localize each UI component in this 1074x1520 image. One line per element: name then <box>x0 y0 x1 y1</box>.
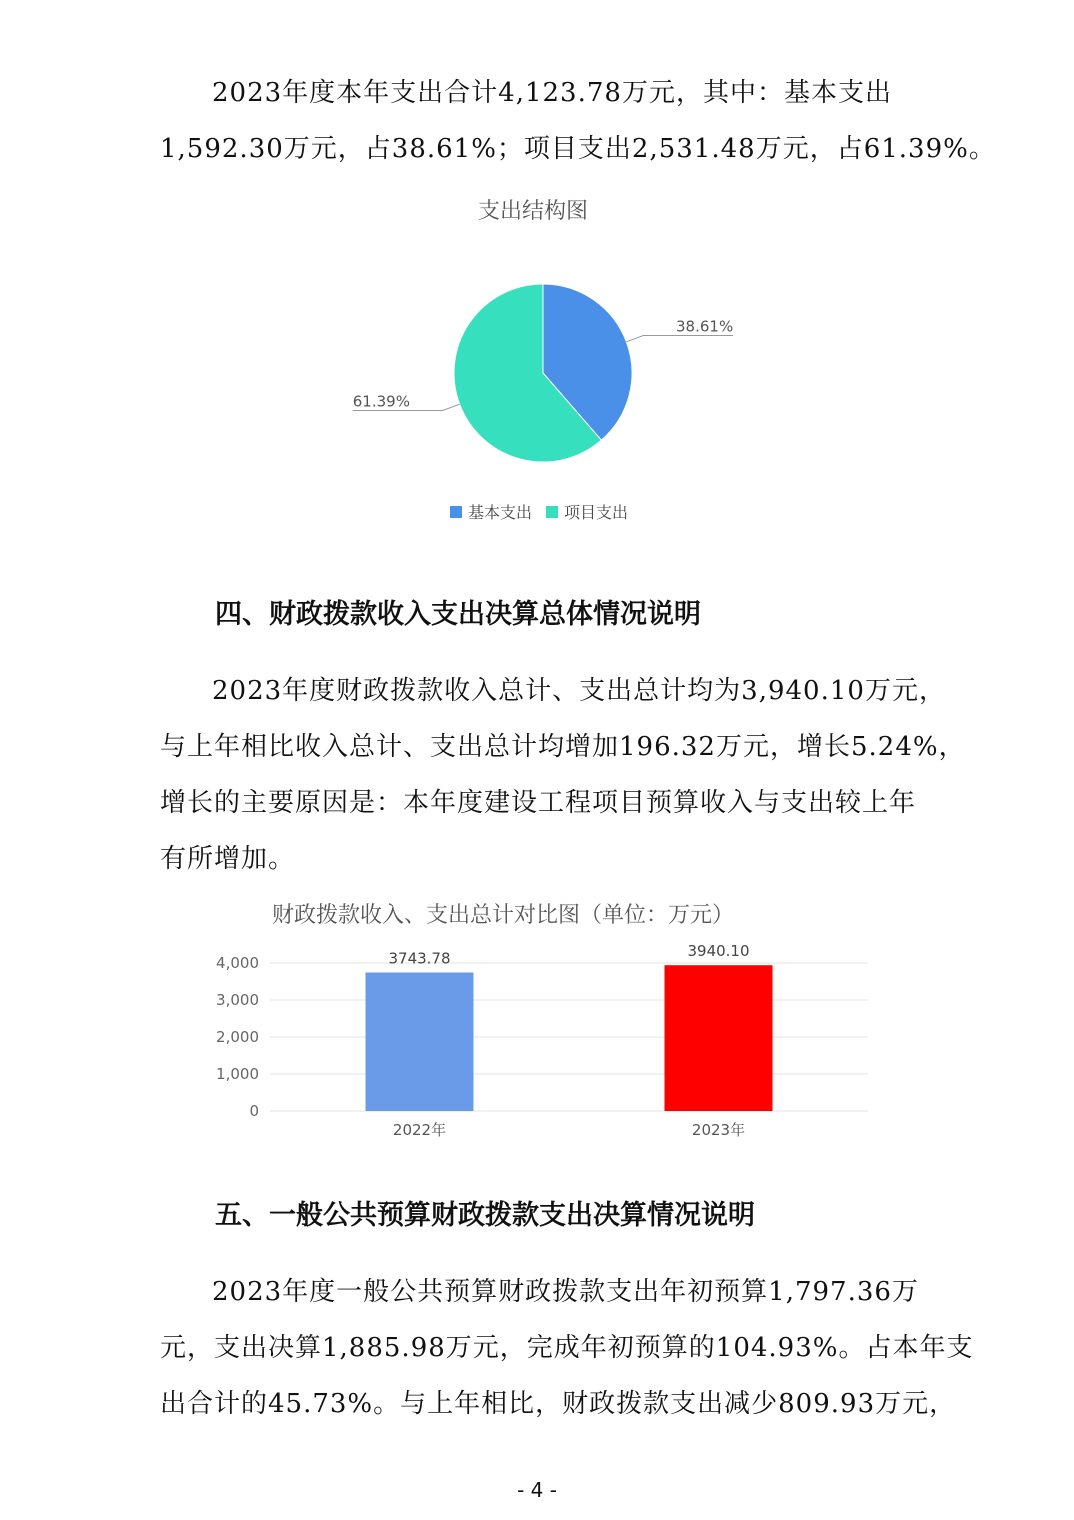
paragraph-line: 元，支出决算1,885.98万元，完成年初预算的104.93%。占本年支 <box>160 1333 974 1363</box>
x-tick-label: 2023年 <box>691 1121 746 1139</box>
legend-item <box>546 500 628 523</box>
paragraph-line: 2023年度本年支出合计4,123.78万元，其中：基本支出 <box>212 78 892 108</box>
bar-chart <box>0 930 1074 1150</box>
bar <box>366 972 474 1111</box>
legend-swatch <box>450 506 462 518</box>
page-number: - 4 - <box>517 1478 557 1502</box>
paragraph-fiscal-total <box>160 663 966 887</box>
paragraph-line: 1,592.30万元，占38.61%；项目支出2,531.48万元，占61.39%。 <box>160 134 996 164</box>
paragraph-line: 2023年度财政拨款收入总计、支出总计均为3,940.10万元， <box>212 676 946 706</box>
legend-label: 项目支出 <box>564 503 629 522</box>
legend-label: 基本支出 <box>468 503 533 522</box>
paragraph-line: 增长的主要原因是：本年度建设工程项目预算收入与支出较上年 <box>160 788 917 818</box>
paragraph-general-budget <box>160 1264 974 1432</box>
x-tick-label: 2022年 <box>392 1121 447 1139</box>
bar-value-label: 3940.10 <box>687 942 750 961</box>
bar-chart-title: 财政拨款收入、支出总计对比图（单位：万元） <box>272 903 735 928</box>
paragraph-line: 有所增加。 <box>160 844 296 874</box>
section-heading-4: 四、财政拨款收入支出决算总体情况说明 <box>215 599 701 630</box>
y-tick-label: 4,000 <box>216 954 259 972</box>
y-tick-label: 1,000 <box>216 1065 259 1083</box>
bar-value-label: 3743.78 <box>388 949 451 968</box>
legend-swatch <box>546 506 558 518</box>
pie-legend <box>450 500 628 523</box>
pie-slice-label: 38.61% <box>676 317 734 336</box>
bar <box>665 965 773 1111</box>
y-tick-label: 2,000 <box>216 1028 259 1046</box>
paragraph-line: 出合计的45.73%。与上年相比，财政拨款支出减少809.93万元， <box>160 1389 957 1419</box>
paragraph-line: 2023年度一般公共预算财政拨款支出年初预算1,797.36万 <box>212 1277 919 1307</box>
y-tick-label: 0 <box>249 1102 259 1120</box>
legend-item <box>450 500 532 523</box>
pie-chart-title: 支出结构图 <box>478 199 589 224</box>
section-heading-5: 五、一般公共预算财政拨款支出决算情况说明 <box>215 1200 755 1231</box>
y-tick-label: 3,000 <box>216 991 259 1009</box>
pie-chart <box>0 0 1074 560</box>
pie-slice-label: 61.39% <box>352 392 410 411</box>
paragraph-line: 与上年相比收入总计、支出总计均增加196.32万元，增长5.24%， <box>160 732 966 762</box>
pie-leader-line <box>626 336 733 342</box>
